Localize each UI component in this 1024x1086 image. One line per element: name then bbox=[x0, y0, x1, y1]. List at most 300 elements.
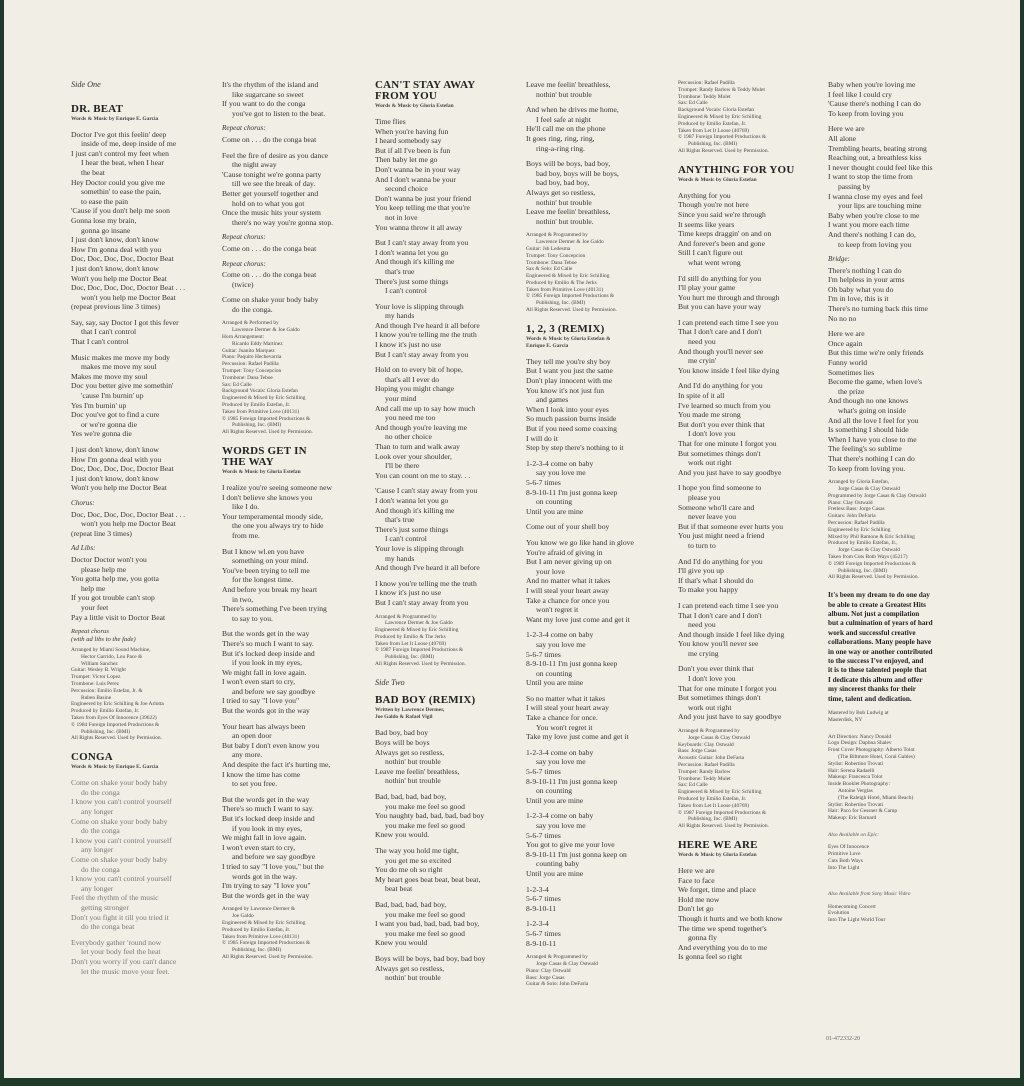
text-line: It's been my dream to do one day bbox=[828, 591, 930, 600]
text-line: But sometimes things don't bbox=[678, 448, 761, 458]
lyrics-block bbox=[828, 124, 978, 249]
text-line: Don't you worry if you can't dance bbox=[71, 956, 177, 966]
text-line: album. Not just a compilation bbox=[828, 609, 920, 618]
text-line: All Rights Reserved. Used by Permission. bbox=[678, 823, 769, 830]
side-one-label: Side One bbox=[71, 80, 101, 89]
column-4 bbox=[526, 0, 668, 998]
text-line: Trumpet: Randy Barlow & Teddy Mulet bbox=[678, 86, 765, 93]
lyrics-block bbox=[375, 238, 517, 296]
text-line: Bad boy, bad boy bbox=[375, 728, 429, 738]
text-line: I hope you find someone to bbox=[678, 483, 762, 493]
text-line: words got in the way. bbox=[232, 871, 298, 881]
text-line: (repeat line 3 times) bbox=[71, 528, 132, 538]
text-line: But I can't stay away from you bbox=[375, 238, 469, 248]
lyrics-block bbox=[678, 381, 818, 477]
text-line: I hear the beat, when I hear bbox=[81, 158, 164, 168]
text-line: Guitar & Solo: John DeFaria bbox=[526, 981, 589, 988]
text-line: that's true bbox=[385, 515, 415, 525]
lyrics-block bbox=[526, 885, 668, 914]
text-line: I want to stop the time from bbox=[828, 172, 913, 182]
text-line: All Rights Reserved. Used by Permission. bbox=[375, 661, 466, 668]
lyrics-block bbox=[678, 866, 818, 962]
text-line: © 1985 Foreign Imported Productions & bbox=[222, 415, 311, 422]
text-line: let the music move your feet. bbox=[81, 966, 170, 976]
text-line: Don't let go bbox=[678, 904, 714, 914]
text-line: never leave you bbox=[688, 512, 737, 522]
text-line: 1-2-3-4 come on baby bbox=[526, 747, 594, 757]
text-line: You naughty bad, bad, bad, bad boy bbox=[375, 811, 485, 821]
text-line: I tried to say "I love you" bbox=[222, 696, 300, 706]
text-line: Don't you ever think that bbox=[678, 664, 754, 674]
liner-notes-sheet bbox=[4, 0, 1020, 1078]
text-line: We might fall in love again. bbox=[222, 667, 307, 677]
text-line: Into The Light bbox=[828, 864, 860, 871]
text-line: Trombone: Dana Teboe bbox=[526, 259, 577, 266]
text-line: Publishing, Inc. (BMI) bbox=[838, 567, 888, 574]
text-line: There's just some things bbox=[375, 524, 449, 534]
lyrics-block bbox=[71, 510, 211, 539]
text-line: Than to turn and walk away bbox=[375, 442, 460, 451]
lyrics-block bbox=[222, 151, 364, 228]
text-line: on counting bbox=[536, 668, 573, 678]
text-line: do the conga beat bbox=[81, 922, 135, 932]
text-line: He'll call me on the phone bbox=[526, 124, 606, 134]
text-line: Take a chance for once you bbox=[526, 595, 610, 605]
text-line: When I look into your eyes bbox=[526, 404, 609, 414]
lyrics-block bbox=[678, 601, 818, 659]
text-line: Evolution bbox=[828, 910, 850, 917]
text-line: © 1989 Foreign Imported Productions & bbox=[828, 560, 917, 567]
text-line: (The Raleigh Hotel, Miami Beach) bbox=[838, 794, 914, 801]
text-line: Is something I should hide bbox=[828, 425, 909, 435]
text-line: getting stronger bbox=[81, 902, 129, 912]
text-line: 8-9-10-11 I'm just gonna keep bbox=[526, 487, 618, 497]
text-line: All Rights Reserved. Used by Permission. bbox=[222, 429, 313, 436]
text-line: Reaching out, a breathless kiss bbox=[828, 153, 922, 163]
text-line: That I can't control bbox=[71, 337, 129, 347]
text-line: We forget, time and place bbox=[678, 885, 756, 895]
song-credit bbox=[375, 707, 517, 721]
text-line: nothin' but trouble bbox=[385, 757, 441, 767]
text-line: But if all I've been is fun bbox=[375, 145, 451, 155]
song-title-dr-beat: DR. BEAT bbox=[71, 102, 124, 115]
text-line: say you love me bbox=[536, 757, 586, 767]
text-line: Leave me feelin' breathless, bbox=[526, 207, 611, 217]
text-line: And before you break my heart bbox=[222, 584, 318, 594]
lyrics-block bbox=[71, 938, 211, 976]
text-line: And call me up to say how much bbox=[375, 403, 476, 413]
text-line: Always get so restless, bbox=[526, 187, 596, 197]
text-line: Publishing, Inc. (BMI) bbox=[688, 816, 738, 823]
text-line: There's nothing I can do bbox=[828, 265, 902, 275]
text-line: You got to give me your love bbox=[526, 840, 615, 850]
text-line: How I'm gonna deal with you bbox=[71, 454, 162, 464]
text-line: you make me feel so good bbox=[385, 928, 465, 938]
text-line: That there's nothing I can do bbox=[828, 453, 915, 463]
text-line: nothin' but trouble bbox=[536, 89, 592, 99]
text-line: I want you bad, bad, bad, bad boy, bbox=[375, 919, 480, 929]
text-line: Sometimes lies bbox=[828, 367, 875, 377]
text-line: I know you're telling me the truth bbox=[375, 578, 477, 588]
text-line: Time keeps draggin' on and on bbox=[678, 229, 772, 239]
text-line: you make me feel so good bbox=[385, 909, 465, 919]
text-line: But don't you ever think that bbox=[678, 419, 765, 429]
lyrics-block bbox=[375, 117, 517, 232]
text-line: Arranged & Programmed by bbox=[526, 232, 588, 239]
text-line: Say, say, say Doctor I got this fever bbox=[71, 317, 179, 327]
text-line: the night away bbox=[232, 160, 277, 170]
text-line: what went wrong bbox=[688, 257, 741, 267]
text-line: But the words got in the way bbox=[222, 706, 310, 716]
text-line: To keep from loving you bbox=[828, 108, 904, 118]
text-line: Doc, Doc, Doc, Doc, Doctor Beat . . . bbox=[71, 509, 186, 519]
text-line: you get me so excited bbox=[385, 855, 452, 865]
text-line: I feel like I could cry bbox=[828, 89, 892, 99]
text-line: All Rights Reserved. Used by Permission. bbox=[526, 307, 617, 314]
text-line: Come on . . . do the conga beat bbox=[222, 243, 317, 253]
text-line: When I have you close to me bbox=[828, 434, 917, 444]
text-line: Won't you help me Doctor Beat bbox=[71, 483, 167, 493]
text-line: I know the time has come bbox=[222, 769, 301, 779]
credits-block bbox=[828, 479, 978, 581]
text-line: inside of me, deep inside of me bbox=[81, 139, 177, 149]
text-line: Hold me now bbox=[678, 894, 720, 904]
lyrics-block bbox=[222, 135, 364, 145]
text-line: Taken from Let It Loose (40769) bbox=[678, 802, 750, 809]
text-line: Trumpet: Tony Concepcion bbox=[222, 368, 282, 375]
lyrics-block bbox=[526, 159, 668, 226]
text-line: Hoping you might change bbox=[375, 384, 455, 394]
text-line: Better get yourself together and bbox=[222, 188, 319, 198]
text-line: say you love me bbox=[536, 639, 586, 649]
text-line: I will steal your heart away bbox=[526, 585, 609, 595]
text-line: any more. bbox=[232, 750, 263, 760]
text-line: no other choice bbox=[385, 432, 432, 442]
text-line: But I can't stay away from you bbox=[375, 597, 469, 607]
text-line: Until you are mine bbox=[526, 506, 584, 516]
text-line: It seems like years bbox=[678, 219, 735, 229]
text-line: on counting bbox=[536, 786, 573, 796]
text-line: But I can't stay away from you bbox=[375, 349, 469, 359]
text-line: Acoustic Guitar: John DeFaria bbox=[678, 755, 745, 762]
lyrics-block bbox=[678, 191, 818, 268]
text-line: Trombone: Dana Teboe bbox=[222, 374, 273, 381]
text-line: Doc, Doc, Doc, Doc, Doctor Beat bbox=[71, 254, 174, 264]
text-line: 'Cause if you don't help me soon bbox=[71, 206, 170, 216]
text-line: Don't you fight it till you tried it bbox=[71, 912, 169, 922]
text-line: You won't regret it bbox=[536, 722, 593, 732]
text-line: All Rights Reserved. Used by Permission. bbox=[828, 574, 919, 581]
lyrics-block bbox=[526, 694, 668, 742]
text-line: The feeling's so sublime bbox=[828, 444, 902, 454]
text-line: Engineered & Mixed by Eric Schilling bbox=[375, 627, 459, 634]
text-line: Jorge Casas & Clay Ostwald bbox=[536, 960, 598, 967]
column-3 bbox=[375, 0, 517, 989]
lyrics-block bbox=[222, 547, 364, 624]
text-line: Though you're not here bbox=[678, 200, 749, 210]
text-line: need you bbox=[688, 337, 716, 347]
video-list bbox=[828, 904, 978, 924]
text-line: from me. bbox=[232, 530, 260, 540]
text-line: Guitar: Jsh Ledesma bbox=[526, 245, 571, 252]
text-line: an open door bbox=[232, 731, 272, 741]
lyrics-block bbox=[526, 630, 668, 688]
text-line: Bass: Jorge Casas bbox=[678, 748, 717, 755]
credits-block bbox=[222, 320, 364, 436]
text-line: They tell me you're shy boy bbox=[526, 356, 611, 366]
text-line: Keyboards: Clay Ostwald bbox=[678, 741, 734, 748]
credits-block bbox=[222, 906, 364, 960]
text-line: do the conga bbox=[81, 826, 120, 836]
text-line: (repeat previous line 3 times) bbox=[71, 302, 160, 312]
text-line: I don't love you bbox=[688, 674, 736, 684]
song-title-words-get-in-the-way bbox=[222, 446, 364, 468]
text-line: Produced by Emilio Estefan, Jr., bbox=[828, 540, 898, 547]
text-line: And despite the fact it's hurting me, bbox=[222, 760, 331, 770]
lyrics-block bbox=[222, 244, 364, 254]
text-line: Leave me feelin' breathless, bbox=[375, 766, 460, 776]
text-line: I never thought could feel like this bbox=[828, 162, 933, 172]
text-line: Taken from Let It Loose (40769) bbox=[375, 640, 447, 647]
song-title-anything-for-you: ANYTHING FOR YOU bbox=[678, 163, 795, 176]
text-line: You know it's not just fun bbox=[526, 385, 605, 395]
text-line: Sax & Solo: Ed Calle bbox=[526, 266, 573, 273]
text-line: 1-2-3-4 bbox=[526, 919, 549, 929]
text-line: Anything for you bbox=[678, 190, 731, 200]
lyrics-block bbox=[222, 795, 364, 901]
text-line: Publishing, Inc. (BMI) bbox=[385, 654, 435, 661]
text-line: Arranged by Gloria Estefan, bbox=[828, 479, 890, 486]
text-line: Doctor I've got this feelin' deep bbox=[71, 129, 167, 139]
text-line: bad boy, bad boy, bbox=[536, 178, 590, 188]
song-credit: Words & Music by Gloria Estefan bbox=[678, 176, 757, 183]
text-line: Won't you help me Doctor Beat bbox=[71, 273, 167, 283]
text-line: And though you're leaving me bbox=[375, 422, 468, 432]
text-line: Percussion: Rafael Padilla bbox=[828, 519, 885, 526]
repeat-label bbox=[71, 628, 211, 644]
text-line: nothin' but trouble bbox=[536, 197, 592, 207]
lyrics-block bbox=[526, 811, 668, 878]
song-title-1-2-3: 1, 2, 3 (REMIX) bbox=[526, 322, 605, 335]
text-line: do the conga. bbox=[232, 304, 273, 314]
text-line: Someone who'll care and bbox=[678, 502, 755, 512]
text-line: Fretless Bass: Jorge Casas bbox=[828, 506, 885, 513]
song-credit: Words & Music by Enrique E. Garcia bbox=[71, 115, 159, 122]
lyrics-block bbox=[375, 302, 517, 360]
text-line: Piano: Paquito Hechevarria bbox=[222, 354, 282, 361]
text-line: Taken from Primitive Love (40131) bbox=[222, 933, 300, 940]
text-line: Engineered by Eric Schilling & Joe Arlotta bbox=[71, 701, 164, 708]
text-line: Boys will be boys, bad boy, bad boy bbox=[375, 953, 486, 963]
text-line: my hands bbox=[385, 553, 415, 563]
text-line: I will steal your heart away bbox=[526, 703, 609, 713]
text-line: Come on shake your body baby bbox=[71, 855, 168, 864]
text-line: FROM YOU bbox=[375, 90, 437, 102]
text-line: I just don't know, don't know bbox=[71, 263, 159, 273]
text-line: 5-6-7 times bbox=[526, 767, 561, 777]
lyrics-block bbox=[222, 483, 364, 541]
text-line: Oh baby what you do bbox=[828, 284, 894, 294]
text-line: 1-2-3-4 come on baby bbox=[526, 458, 594, 468]
text-line: collaborations. Many people have bbox=[828, 638, 932, 647]
text-line: to keep from loving you bbox=[838, 239, 912, 249]
text-line: Taken from Cuts Both Ways (45217) bbox=[828, 553, 908, 560]
text-line: Makeup: Eric Barnard bbox=[828, 815, 877, 822]
text-line: me cryin' bbox=[688, 356, 717, 366]
text-line: Produced by Emilio Estefan, Jr. bbox=[678, 796, 747, 803]
text-line: my sincerest thanks for their bbox=[828, 685, 916, 694]
text-line: Trumpet: Randy Barlow bbox=[678, 768, 731, 775]
song-title-here-we-are: HERE WE ARE bbox=[678, 839, 758, 851]
text-line: Programmed by Jorge Casas & Clay Ostwald bbox=[828, 492, 926, 499]
text-line: Jorge Casas & Clay Ostwald bbox=[688, 734, 750, 741]
text-line: it is to these talented people that bbox=[828, 666, 927, 675]
text-line: (The Biltmore Hotel, Coral Gables) bbox=[838, 753, 915, 760]
text-line: if you look in my eyes, bbox=[232, 658, 303, 668]
text-line: Become the game, when love's bbox=[828, 377, 922, 387]
text-line: I dedicate this album and offer bbox=[828, 675, 923, 684]
text-line: Bass: Jorge Casas bbox=[526, 974, 565, 981]
text-line: © 1985 Foreign Imported Productions & bbox=[526, 293, 615, 300]
text-line: work and successful creative bbox=[828, 628, 916, 637]
lyrics-block bbox=[678, 664, 818, 722]
text-line: if you look in my eyes, bbox=[232, 823, 303, 833]
text-line: Though it hurts and we both know bbox=[678, 913, 783, 923]
text-line: But I know wl.en you have bbox=[222, 546, 305, 556]
text-line: Always get so restless, bbox=[375, 747, 445, 757]
song-title-conga: CONGA bbox=[71, 751, 113, 764]
text-line: your love bbox=[536, 566, 565, 576]
text-line: Trombone: Luis Perez bbox=[71, 681, 120, 688]
text-line: beat beat bbox=[385, 884, 413, 894]
text-line: Hector Garrido, Lou Pace & bbox=[81, 653, 143, 660]
text-line: Percussion: Rafael Padilla bbox=[678, 762, 735, 769]
lyrics-block bbox=[375, 486, 517, 572]
lyrics-block bbox=[828, 80, 978, 118]
text-line: But sometimes things don't bbox=[678, 693, 761, 703]
text-line: 'Cause tonight we're gonna party bbox=[222, 169, 322, 179]
text-line: not in love bbox=[385, 212, 418, 222]
text-line: like I do. bbox=[232, 502, 260, 512]
lyrics-block bbox=[71, 555, 211, 622]
text-line: Publishing, Inc. (BMI) bbox=[536, 300, 586, 307]
text-line: Publishing, Inc. (BMI) bbox=[232, 422, 282, 429]
text-line: I just can't control my feet when bbox=[71, 148, 169, 158]
text-line: Guitar: Wesley B. Wright bbox=[71, 667, 126, 674]
text-line: I'm helpless in your arms bbox=[828, 275, 905, 285]
column-5 bbox=[678, 0, 818, 968]
text-line: 1-2-3-4 come on baby bbox=[526, 630, 594, 640]
text-line: Funny world bbox=[828, 358, 868, 368]
text-line: bad boy, boys will be boys, bbox=[536, 168, 619, 178]
lyrics-block bbox=[678, 483, 818, 550]
text-line: Doc you've got to find a cure bbox=[71, 410, 160, 420]
text-line: The time we spend together's bbox=[678, 923, 767, 933]
text-line: All Rights Reserved. Used by Permission. bbox=[678, 147, 769, 154]
text-line: I feel safe at night bbox=[536, 114, 591, 124]
text-line: makes me move my soul bbox=[81, 362, 157, 372]
text-line: It goes ring, ring, ring, bbox=[526, 133, 595, 143]
text-line: to the success I've enjoyed, and bbox=[828, 656, 924, 665]
text-line: won't you help me Doctor Beat bbox=[81, 292, 176, 302]
lyrics-block bbox=[71, 778, 211, 932]
text-line: please you bbox=[688, 492, 721, 502]
text-line: on counting bbox=[536, 497, 573, 507]
text-line: Jorge Casas & Clay Ostwald bbox=[838, 485, 900, 492]
text-line: I'll be there bbox=[385, 461, 420, 471]
lyrics-block bbox=[678, 557, 818, 595]
text-line: do the conga bbox=[81, 787, 120, 797]
lyrics-block bbox=[71, 353, 211, 439]
text-line: But if you need some coaxing bbox=[526, 424, 617, 434]
repeat-chorus-label: Repeat chorus: bbox=[222, 233, 266, 242]
credits-block bbox=[375, 614, 517, 668]
text-line: the prize bbox=[838, 386, 865, 396]
text-line: Sax: Ed Calle bbox=[678, 782, 708, 789]
text-line: time, talent and dedication. bbox=[828, 694, 912, 703]
text-line: I can pretend each time I see you bbox=[678, 600, 779, 610]
text-line: But this time we're only friends bbox=[828, 348, 924, 358]
text-line: All alone bbox=[828, 133, 857, 143]
text-line: But the words get in the way bbox=[222, 890, 310, 900]
repeat-chorus-label: Repeat chorus: bbox=[222, 259, 266, 268]
chorus-label: Chorus: bbox=[71, 498, 95, 507]
lyrics-block bbox=[222, 80, 364, 118]
lyrics-block bbox=[71, 130, 211, 312]
text-line: hold on to what you got bbox=[232, 198, 305, 208]
text-line: counting baby bbox=[536, 859, 580, 869]
text-line: I don't love you bbox=[688, 429, 736, 439]
text-line: passing by bbox=[838, 181, 871, 191]
text-line: me crying bbox=[688, 648, 719, 658]
text-line: Percussion: Rafael Padilla bbox=[222, 361, 279, 368]
text-line: I can pretend each time I see you bbox=[678, 317, 779, 327]
text-line: But I am never giving up on bbox=[526, 557, 612, 567]
text-line: Piano: Clay Ostwald bbox=[526, 967, 571, 974]
text-line: Feel the fire of desire as you dance bbox=[222, 150, 329, 160]
text-line: 1-2-3-4 bbox=[526, 884, 549, 894]
lyrics-block bbox=[526, 522, 668, 532]
song-title-cant-stay-away bbox=[375, 80, 517, 102]
text-line: 5-6-7 times bbox=[526, 894, 561, 904]
text-line: Trumpet: Victor Lopez bbox=[71, 674, 121, 681]
text-line: for the longest time. bbox=[232, 575, 294, 585]
text-line: and before we say goodbye bbox=[232, 852, 316, 862]
text-line: Jorge Casas & Clay Ostwald bbox=[838, 547, 900, 554]
text-line: I don't wanna let you go bbox=[375, 495, 449, 505]
lyrics-block bbox=[222, 629, 364, 715]
text-line: But if that someone ever hurts you bbox=[678, 521, 784, 531]
lyrics-block bbox=[828, 266, 978, 324]
text-line: Antoine Verglas bbox=[838, 787, 873, 794]
text-line: your lips are touching mine bbox=[838, 201, 922, 211]
text-line: won't regret it bbox=[536, 605, 579, 615]
text-line: you need me too bbox=[385, 413, 436, 423]
text-line: I know you can't control yourself bbox=[71, 797, 172, 807]
text-line: But it's locked deep inside and bbox=[222, 648, 315, 658]
text-line: That for one minute I forgot you bbox=[678, 683, 777, 693]
text-line: You made me strong bbox=[678, 410, 741, 420]
text-line: Taken from Let It Loose (40769) bbox=[678, 127, 750, 134]
text-line: nothin' but trouble bbox=[385, 973, 441, 983]
text-line: (twice) bbox=[232, 279, 254, 289]
text-line: Take a chance for once. bbox=[526, 713, 598, 723]
text-line: Percussion: Emilio Estefan, Jr. & bbox=[71, 687, 143, 694]
text-line: I will do it bbox=[526, 433, 558, 443]
text-line: Produced by Emilio Estefan, Jr. bbox=[222, 926, 291, 933]
text-line: your feet bbox=[81, 602, 109, 612]
lyrics-block bbox=[375, 365, 517, 480]
